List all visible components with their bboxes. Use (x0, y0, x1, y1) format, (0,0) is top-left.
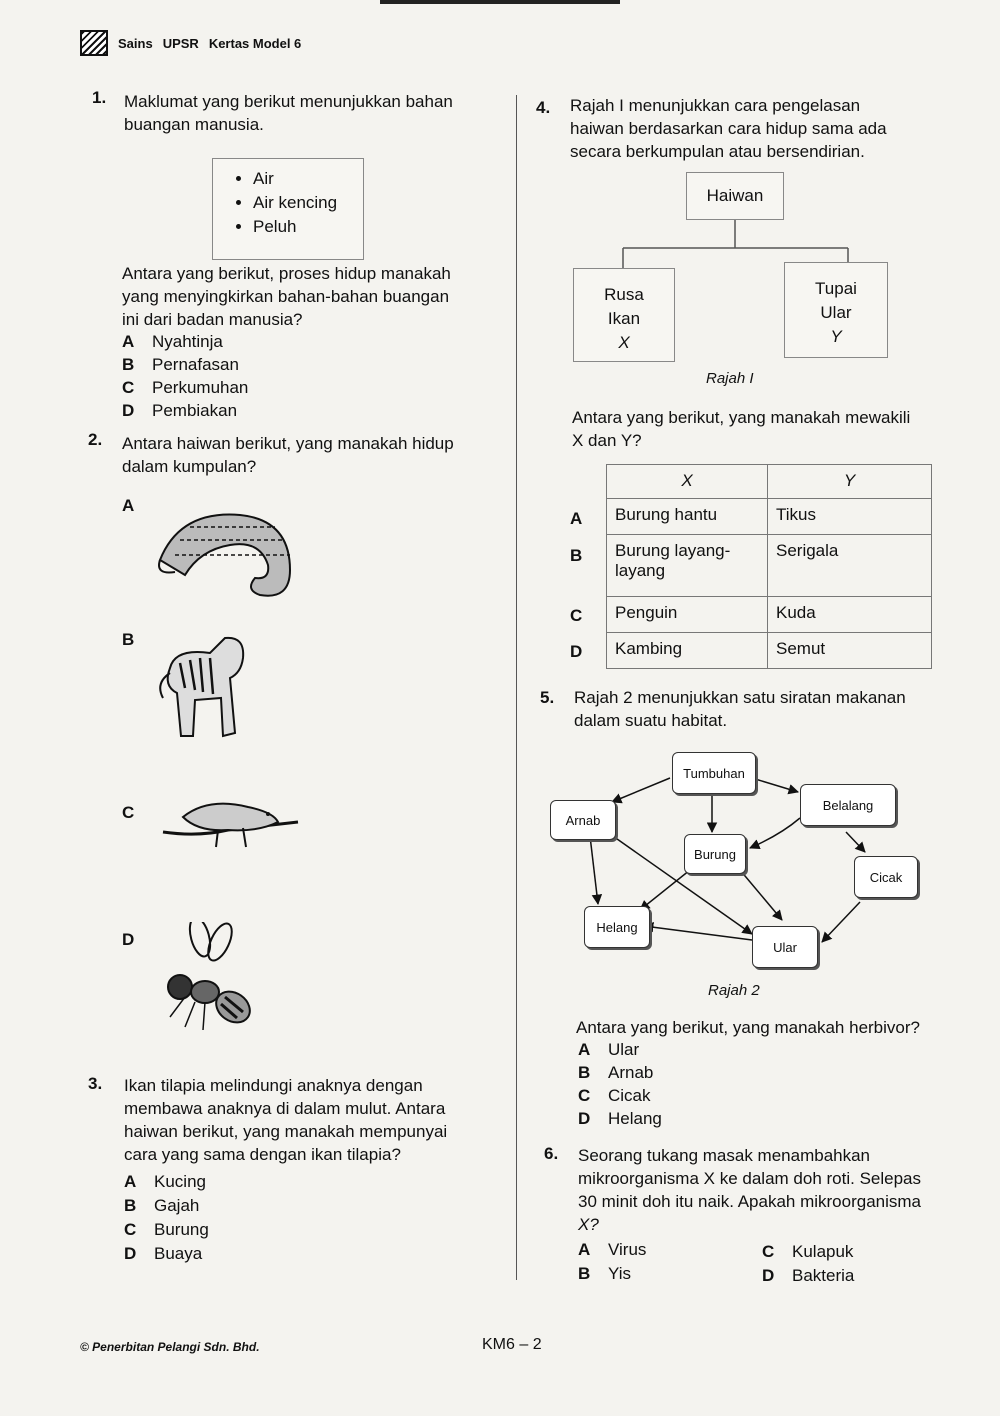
q4-answer-table (606, 464, 932, 669)
node-label: Ular (773, 939, 797, 955)
q4-question (572, 406, 910, 452)
option-letter: C (578, 1086, 591, 1105)
q4-right-item: Ular (820, 303, 852, 322)
q5-option-b[interactable] (578, 1061, 653, 1084)
q5-node-ular (752, 926, 818, 968)
q2-stem (122, 432, 454, 478)
page-header (80, 30, 301, 56)
q6-option-c[interactable] (762, 1240, 853, 1263)
q4-stem-line: haiwan berdasarkan cara hidup sama ada (570, 119, 887, 138)
q4-stem-line: Rajah I menunjukkan cara pengelasan (570, 96, 861, 115)
q4-row-letter[interactable]: A (570, 509, 583, 528)
q1-stem-line: buangan manusia. (124, 115, 264, 134)
q2-option-a-letter[interactable]: A (122, 496, 135, 515)
option-text: Buaya (154, 1244, 203, 1263)
option-text: Perkumuhan (152, 378, 249, 397)
q3-stem-line: cara yang sama dengan ikan tilapia? (124, 1145, 401, 1164)
q4-cell-x: Burung hantu (607, 499, 768, 535)
q4-root-box (686, 172, 784, 220)
q5-node-helang (584, 906, 650, 948)
option-letter: A (578, 1240, 591, 1259)
q6-number: 6. (544, 1144, 559, 1163)
q4-row-letter[interactable]: D (570, 642, 583, 661)
q5-node-cicak (854, 856, 918, 898)
q6-stem-line: 30 minit doh itu naik. Apakah mikroorganisma (578, 1192, 922, 1211)
q1-waste-list-box (212, 158, 364, 260)
arrow-burung-helang (640, 870, 690, 910)
footer-publisher: © Penerbitan Pelangi Sdn. Bhd. (80, 1340, 260, 1354)
q4-table-row-c[interactable] (607, 597, 932, 633)
q5-node-belalang (800, 784, 896, 826)
q5-option-a[interactable] (578, 1038, 639, 1061)
q5-option-d[interactable] (578, 1107, 662, 1130)
arrow-tumbuhan-belalang (752, 778, 798, 792)
q2-option-b-letter[interactable]: B (122, 630, 135, 649)
q4-table-row-a[interactable] (607, 499, 932, 535)
option-letter: C (122, 378, 135, 397)
option-text: Kucing (154, 1172, 206, 1191)
q2-option-d-letter[interactable]: D (122, 930, 135, 949)
tiger-icon[interactable] (155, 628, 255, 743)
q4-table-header-y: Y (768, 465, 932, 499)
q3-option-a[interactable] (124, 1170, 206, 1193)
q3-option-c[interactable] (124, 1218, 209, 1241)
node-label: Helang (596, 919, 638, 935)
pangolin-icon[interactable] (150, 500, 310, 610)
q4-table-row-d[interactable] (607, 633, 932, 669)
q4-number: 4. (536, 98, 551, 117)
q6-stem (578, 1144, 921, 1236)
option-letter: D (762, 1266, 775, 1285)
q1-stem (124, 90, 453, 136)
option-letter: D (578, 1109, 591, 1128)
q4-right-item: Tupai (815, 279, 857, 298)
header-exam: UPSR (162, 35, 199, 51)
footer-page-number: KM6 – 2 (482, 1336, 542, 1353)
option-text: Pernafasan (152, 355, 239, 374)
option-text: Arnab (608, 1063, 654, 1082)
q4-cell-y: Serigala (768, 535, 932, 597)
option-letter: B (578, 1063, 591, 1082)
option-text: Kulapuk (792, 1242, 854, 1261)
q6-option-a[interactable] (578, 1238, 646, 1261)
option-text: Nyahtinja (152, 332, 223, 351)
q3-stem-line: membawa anaknya di dalam mulut. Antara (124, 1099, 446, 1118)
scan-edge-line (380, 0, 620, 4)
q1-option-d[interactable] (122, 399, 237, 422)
q4-left-item: Ikan (607, 309, 641, 328)
option-text: Ular (608, 1040, 640, 1059)
option-text: Virus (608, 1240, 647, 1259)
arrow-tumbuhan-arnab (612, 778, 670, 802)
option-text: Bakteria (792, 1266, 855, 1285)
q5-number: 5. (540, 688, 555, 707)
q1-option-b[interactable] (122, 353, 239, 376)
q1-list-item: • Air kencing (253, 191, 363, 215)
q4-question-line: Antara yang berikut, yang manakah mewakili (572, 408, 911, 427)
q2-stem-line: dalam kumpulan? (122, 457, 257, 476)
q5-node-arnab (550, 800, 616, 840)
q5-option-c[interactable] (578, 1084, 651, 1107)
column-divider (516, 95, 517, 1280)
option-letter: C (762, 1242, 775, 1261)
q1-question-line: Antara yang berikut, proses hidup manakah (122, 264, 451, 283)
q2-option-c-letter[interactable]: C (122, 803, 135, 822)
q3-option-b[interactable] (124, 1194, 199, 1217)
q1-list-item: • Air (253, 167, 363, 191)
q1-stem-line: Maklumat yang berikut menunjukkan bahan (124, 92, 453, 111)
q4-table-header-x: X (607, 465, 768, 499)
node-label: Cicak (869, 869, 903, 885)
q1-question (122, 262, 451, 331)
arrow-ular-helang (644, 926, 752, 940)
q5-question: Antara yang berikut, yang manakah herbivor? (576, 1018, 920, 1037)
arrow-belalang-burung (750, 818, 800, 848)
option-letter: C (124, 1220, 137, 1239)
q6-stem-line: Seorang tukang masak menambahkan (578, 1146, 871, 1165)
q5-stem-line: dalam suatu habitat. (574, 711, 728, 730)
q1-option-c[interactable] (122, 376, 248, 399)
option-text: Gajah (154, 1196, 200, 1215)
q4-cell-x: Burung layang-layang (607, 535, 768, 597)
header-subject: Sains (118, 35, 153, 51)
q5-stem (574, 686, 906, 732)
q3-stem-line: haiwan berikut, yang manakah mempunyai (124, 1122, 448, 1141)
q5-stem-line: Rajah 2 menunjukkan satu siratan makanan (574, 688, 906, 707)
option-letter: B (122, 355, 135, 374)
wasp-icon[interactable] (155, 922, 255, 1037)
node-label: Arnab (565, 812, 601, 828)
option-text: Pembiakan (152, 401, 238, 420)
option-letter: B (578, 1264, 591, 1283)
q6-stem-line: mikroorganisma X ke dalam doh roti. Selepas (578, 1169, 921, 1188)
q1-number: 1. (92, 88, 107, 107)
q4-left-item: Rusa (604, 285, 644, 304)
q4-table-row-b[interactable] (607, 535, 932, 597)
q4-diagram-caption: Rajah I (706, 370, 754, 387)
option-text: Cicak (608, 1086, 651, 1105)
arrow-belalang-cicak (846, 832, 865, 852)
option-text: Helang (608, 1109, 662, 1128)
q2-number: 2. (88, 430, 103, 449)
publisher-logo-icon (80, 30, 108, 56)
q4-stem-line: secara berkumpulan atau bersendirian. (570, 142, 865, 161)
option-letter: B (124, 1196, 137, 1215)
q4-root-label: Haiwan (706, 186, 764, 205)
q4-cell-x: Penguin (607, 597, 768, 633)
q3-option-d[interactable] (124, 1242, 202, 1265)
q4-stem (570, 94, 887, 163)
q5-diagram-caption: Rajah 2 (708, 982, 760, 999)
option-text: Burung (154, 1220, 209, 1239)
option-letter: A (122, 332, 135, 351)
q4-right-item: Y (830, 327, 842, 346)
q4-right-group-box (784, 262, 888, 358)
q1-option-a[interactable] (122, 330, 223, 353)
rat-icon[interactable] (158, 792, 308, 854)
q3-number: 3. (88, 1074, 103, 1093)
q5-node-burung (684, 834, 746, 874)
q1-list-item: • Peluh (253, 215, 363, 239)
q6-option-d[interactable] (762, 1264, 854, 1287)
q4-row-letter[interactable]: B (570, 546, 583, 565)
q4-cell-x: Kambing (607, 633, 768, 669)
q1-question-line: yang menyingkirkan bahan-bahan buangan (122, 287, 450, 306)
q2-stem-line: Antara haiwan berikut, yang manakah hidup (122, 434, 454, 453)
q4-cell-y: Semut (768, 633, 932, 669)
option-letter: D (124, 1244, 137, 1263)
q4-cell-y: Kuda (768, 597, 932, 633)
q4-left-item: X (618, 333, 630, 352)
q4-left-group-box (573, 268, 675, 362)
q3-stem-line: Ikan tilapia melindungi anaknya dengan (124, 1076, 423, 1095)
option-text: Yis (608, 1264, 631, 1283)
q1-question-line: ini dari badan manusia? (122, 310, 303, 329)
q6-option-b[interactable] (578, 1262, 631, 1285)
q4-cell-y: Tikus (768, 499, 932, 535)
node-label: Burung (694, 846, 736, 862)
q6-stem-line: X? (578, 1215, 599, 1234)
arrow-burung-ular (740, 870, 782, 920)
option-letter: A (124, 1172, 137, 1191)
q4-row-letter[interactable]: C (570, 606, 583, 625)
q5-node-tumbuhan (672, 752, 756, 794)
q3-stem (124, 1074, 447, 1166)
arrow-arnab-helang (590, 836, 598, 904)
header-paper: Kertas Model 6 (208, 35, 302, 51)
node-label: Tumbuhan (683, 765, 745, 781)
node-label: Belalang (822, 797, 874, 813)
option-letter: A (578, 1040, 591, 1059)
option-letter: D (122, 401, 135, 420)
q4-question-line: X dan Y? (572, 431, 642, 450)
arrow-cicak-ular (822, 902, 860, 942)
